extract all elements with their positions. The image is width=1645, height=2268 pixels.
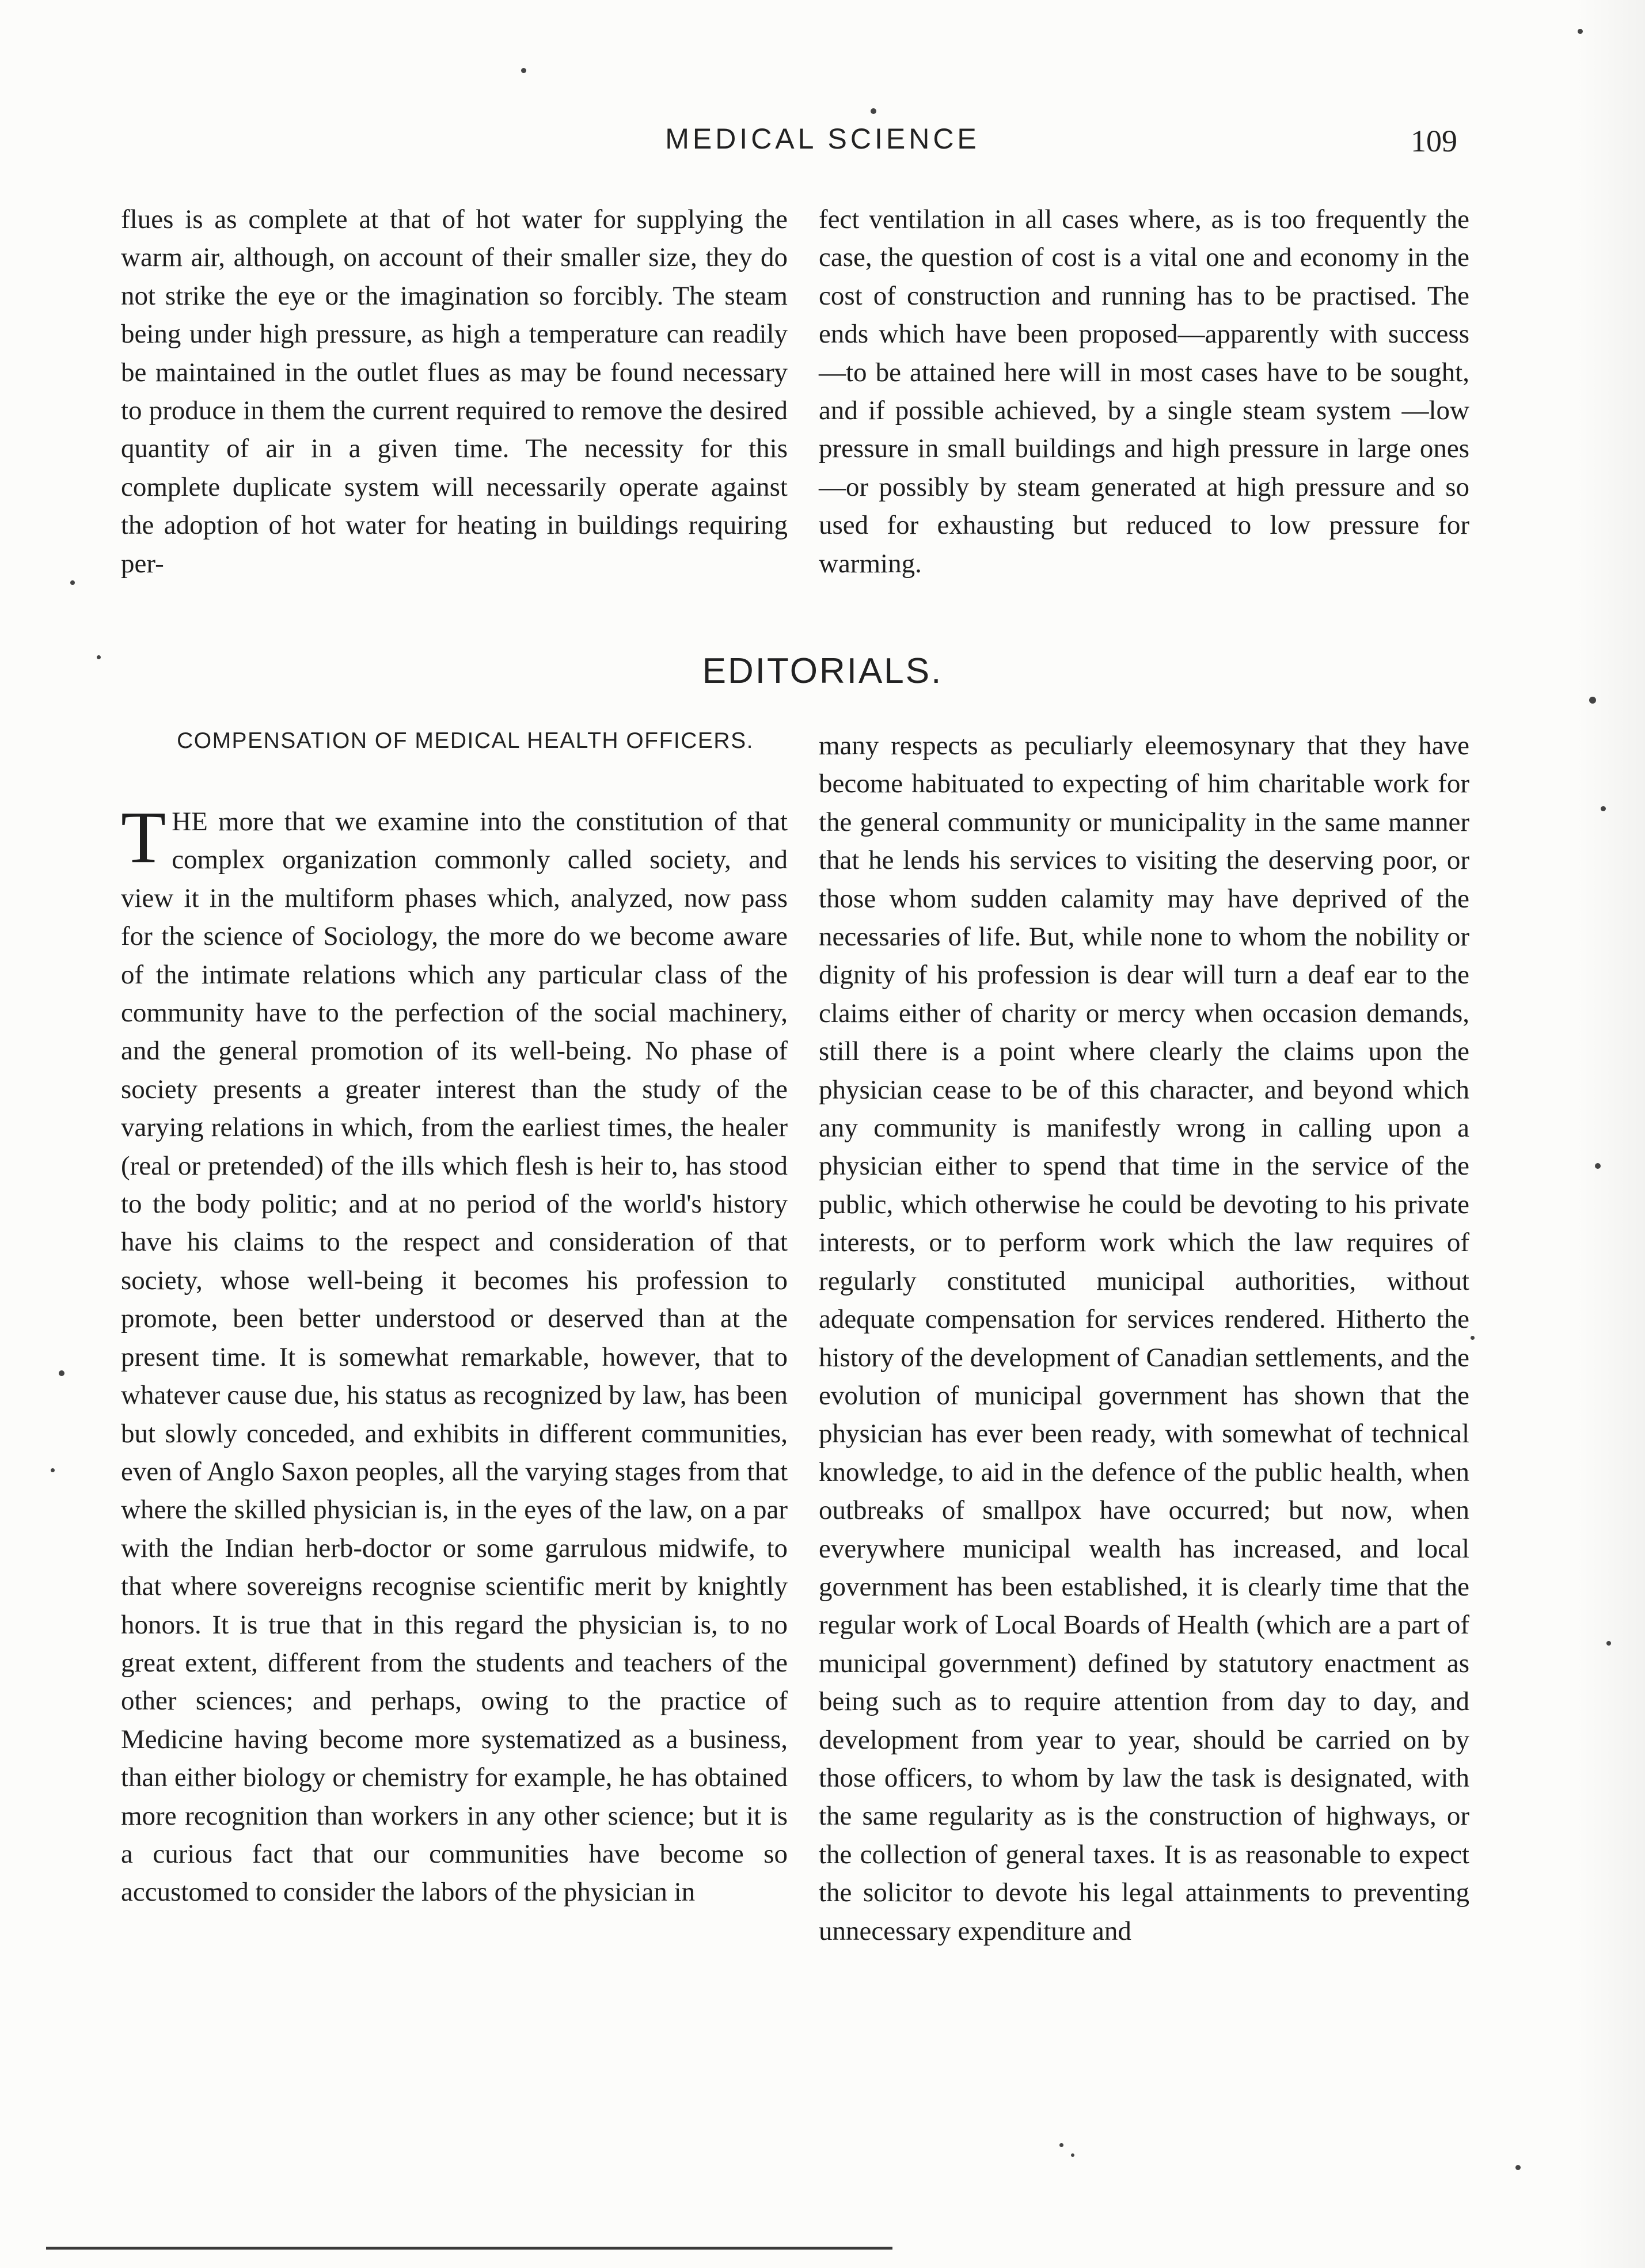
continued-paragraph-left: flues is as complete at that of hot water for supplying the warm air, although, on account of their smaller size, they do not strike the eye or the imagination so forcibly. The steam being under high pressure, as high a temperature can readily be maintained in the outlet flues as may be found necessary to produce in them the current required to remove the desired quantity of air in a given time. The necessity for this complete duplicate system will necessarily operate against the adoption of hot water for heating in buildings requiring per- [121,204,788,579]
scan-speck [1589,697,1596,704]
section-heading: EDITORIALS. [702,651,943,691]
scan-speck [51,1468,55,1472]
drop-cap: T [121,796,166,878]
scan-speck [70,580,75,585]
scan-speck [871,108,876,114]
scan-speck [1471,1336,1475,1340]
scan-speck [1059,2143,1063,2147]
continued-text-right-column [819,200,1469,583]
scan-speck [1601,806,1606,811]
editorial-right-column [819,727,1469,1950]
scan-speck [1606,1641,1611,1646]
scan-speck [1578,29,1583,34]
editorial-paragraph-right: many respects as peculiarly eleemosynary that they have become habituated to expecting of him charitable work for the general community or municipality in the same manner that he lends his services to visiting the deserving poor, or those whom sudden calamity may have deprived of the necessaries of life. But, while none to whom the nobility or dignity of his profession is dear will turn a deaf ear to the claims either of charity or mercy when occasion demands, still there is a point where clearly the claims upon the physician cease to be of this character, and beyond which any community is manifestly wrong in calling upon a physician either to spend that time in the service of the public, which otherwise he could be devoting to his private interests, or to perform work which the law requires of regularly constituted municipal authorities, without adequate compensation for services rendered. Hitherto the history of the development of Canadian settlements, and the evolution of municipal government has shown that the physician has ever been ready, with somewhat of technical knowledge, to aid in the defence of the public health, when outbreaks of smallpox have occurred; but now, when everywhere municipal wealth has increased, and local government has been established, it is clearly time that the regular work of Local Boards of Health (which are a part of municipal government) defined by statutory enactment as being such as to require attention from day to day, and development from year to year, should be carried on by those officers, to whom by law the task is designated, with the same regularity as is the construction of highways, or the collection of general taxes. It is as reasonable to expect the solicitor to devote his legal attainments to preventing unnecessary expenditure and [819,731,1469,1946]
editorial-paragraph-left [121,796,788,1912]
scan-speck [521,68,526,73]
scan-speck [97,655,101,659]
scan-speck [1595,1163,1601,1169]
running-header-title: MEDICAL SCIENCE [665,123,980,155]
continued-paragraph-right: fect ventilation in all cases where, as is too frequently the case, the question of cost is a vital one and economy in the cost of construction and running has to be practised. The ends which have been proposed—apparently with success—to be attained here will in most cases have to be sought, and if possible achieved, by a single steam system —low pressure in small buildings and high pressure in large ones—or possibly by steam generated at high pressure and so used for exhausting but reduced to low pressure for warming. [819,204,1469,579]
page-number: 109 [1411,124,1457,158]
continued-text-left-column [121,200,788,583]
editorial-left-text: HE more that we examine into the constitution of that complex organization commonly called society, and view it in the multiform phases which, analyzed, now pass for the science of Sociology, the more do we become aware of the intimate relations which any particular class of the community have to the perfection of the social machinery, and the general promotion of its well-being. No phase of society presents a greater interest than the study of the varying relations in which, from the earliest times, the healer (real or pretended) of the ills which flesh is heir to, has stood to the body politic; and at no period of the world's history have his claims to the respect and consideration of that society, whose well-being it becomes his profession to promote, been better understood or deserved than at the present time. It is somewhat remarkable, however, that to whatever cause due, his status as recognized by law, has been but slowly conceded, and exhibits in different communities, even of Anglo Saxon peoples, all the varying stages from that where the skilled physician is, in the eyes of the law, on a par with the Indian herb-doctor or some garrulous midwife, to that where sovereigns recognise scientific merit by knightly honors. It is true that in this regard the physician is, to no great extent, different from the students and teachers of the other sciences; and perhaps, owing to the practice of Medicine having become more systematized as a business, than either biology or chemistry for example, he has obtained more recognition than workers in any other science; but it is a curious fact that our communities have become so accustomed to consider the labors of the physician in [121,807,788,1908]
scan-edge-shadow [1576,0,1645,2268]
scan-speck [1071,2153,1074,2157]
editorial-left-column [121,796,788,1912]
scan-speck [59,1370,64,1376]
scan-edge-line [46,2247,892,2250]
scan-speck [1515,2165,1521,2170]
article-title: COMPENSATION OF MEDICAL HEALTH OFFICERS. [177,728,754,753]
